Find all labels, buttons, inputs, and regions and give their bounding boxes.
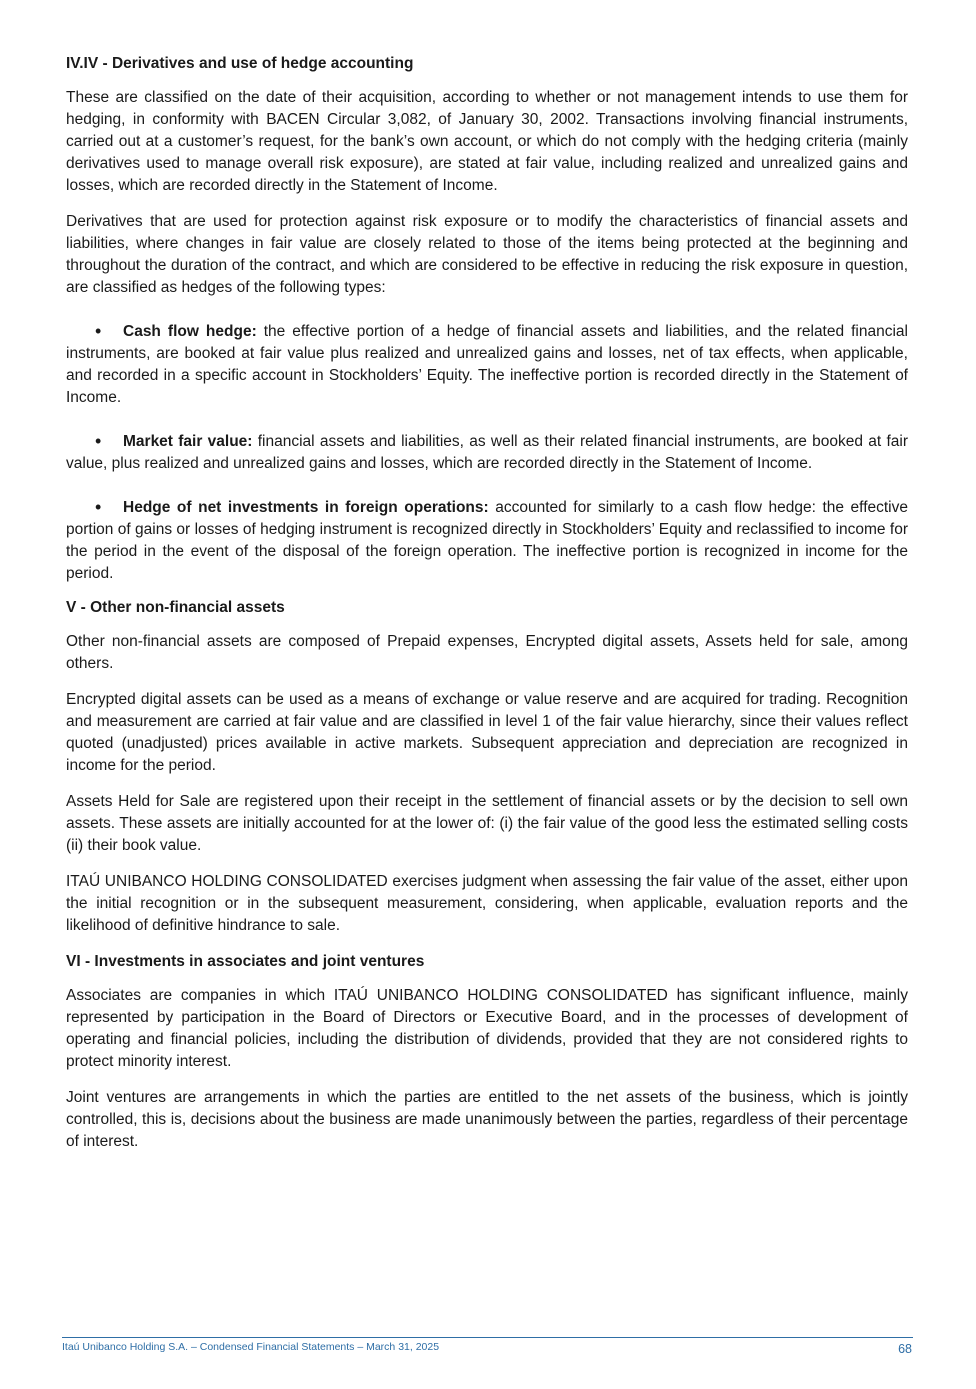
paragraph-derivatives-classification: These are classified on the date of their acquisition, according to whether or not management intends to use them for hedging, in conformity with BACEN Circular 3,082, of January 30, 2002. Transactions involving financial instruments, carried out at a customer’s request, for the bank’s own account, or which do not comply with the hedging criteria (mainly derivatives used to manage overall risk exposure), are stated at fair value, including realized and unrealized gains and losses, which are recorded directly in the Statement of Income. xyxy=(66,89,908,194)
section-heading-non-financial-assets: V - Other non-financial assets xyxy=(66,599,285,616)
bullet-dot-icon: • xyxy=(95,431,102,451)
bullet-text: financial assets and liabilities, as well as their related financial instruments, are booked at fair value, plus realized and unrealized gains and losses, which are recorded directly in the Statement of Income. xyxy=(66,433,909,472)
bullet-market-fair-value xyxy=(66,431,908,475)
paragraph-assets-held-for-sale: Assets Held for Sale are registered upon their receipt in the settlement of financial assets or by the decision to sell own assets. These assets are initially accounted for at the lower of: (i) the fair value of the good less the estimated selling costs (ii) their book value. xyxy=(66,793,908,854)
footer-document-title: Itaú Unibanco Holding S.A. – Condensed Financial Statements – March 31, 2025 xyxy=(62,1341,440,1353)
paragraph-digital-assets: Encrypted digital assets can be used as a means of exchange or value reserve and are acquired for trading. Recognition and measurement are carried at fair value and are classified in level 1 of the fair value hierarchy, since their values reflect quoted (unadjusted) prices available in active markets. Subsequent appreciation and depreciation are recognized in income for the period. xyxy=(66,691,908,774)
bullet-dot-icon: • xyxy=(95,497,102,517)
paragraph-derivatives-hedge-types: Derivatives that are used for protection against risk exposure or to modify the characteristics of financial assets and liabilities, where changes in fair value are closely related to those of the items being protected at the beginning and throughout the duration of the contract, and which are considered to be effective in reducing the risk exposure in question, are classified as hedges of the following types: xyxy=(66,213,908,296)
bullet-text: the effective portion of a hedge of financial assets and liabilities, and the related financial instruments, are booked at fair value plus realized and unrealized gains and losses, net of tax effects, when applicable, and recorded in a specific account in Stockholders’ Equity. The ineffective portion is recorded directly in the Statement of Income. xyxy=(66,323,908,406)
bullet-net-investments-hedge xyxy=(66,497,908,585)
bullet-term: Market fair value: xyxy=(123,433,253,450)
paragraph-associates: Associates are companies in which ITAÚ UNIBANCO HOLDING CONSOLIDATED has significant influence, mainly represented by participation in the Board of Directors or Executive Board, and in the processes of development of operating and financial policies, including the distribution of dividends, provided that they are not considered rights to protect minority interest. xyxy=(66,987,908,1070)
bullet-term: Hedge of net investments in foreign operations: xyxy=(123,499,489,516)
paragraph-non-financial-composition: Other non-financial assets are composed of Prepaid expenses, Encrypted digital assets, Assets held for sale, among others. xyxy=(66,633,908,672)
paragraph-fair-value-judgment: ITAÚ UNIBANCO HOLDING CONSOLIDATED exercises judgment when assessing the fair value of the asset, either upon the initial recognition or in the subsequent measurement, considering, when applicable, evaluation reports and the likelihood of definitive hindrance to sale. xyxy=(66,873,908,934)
bullet-term: Cash flow hedge: xyxy=(123,323,257,340)
bullet-dot-icon: • xyxy=(95,321,102,341)
footer-divider xyxy=(62,1337,913,1338)
bullet-cash-flow-hedge xyxy=(66,321,908,409)
section-heading-associates: VI - Investments in associates and joint ventures xyxy=(66,953,425,970)
footer-page-number: 68 xyxy=(898,1342,912,1356)
bullet-text: accounted for similarly to a cash flow hedge: the effective portion of gains or losses of hedging instrument is recognized directly in Stockholders’ Equity and reclassified to income for the period in the event of the disposal of the foreign operation. The ineffective portion is recognized in income for the period. xyxy=(66,499,908,582)
section-heading-derivatives: IV.IV - Derivatives and use of hedge accounting xyxy=(66,55,414,72)
page-content xyxy=(66,53,908,1167)
paragraph-joint-ventures: Joint ventures are arrangements in which the parties are entitled to the net assets of the business, which is jointly controlled, this is, decisions about the business are made unanimously between the parties, regardless of their percentage of interest. xyxy=(66,1089,908,1150)
